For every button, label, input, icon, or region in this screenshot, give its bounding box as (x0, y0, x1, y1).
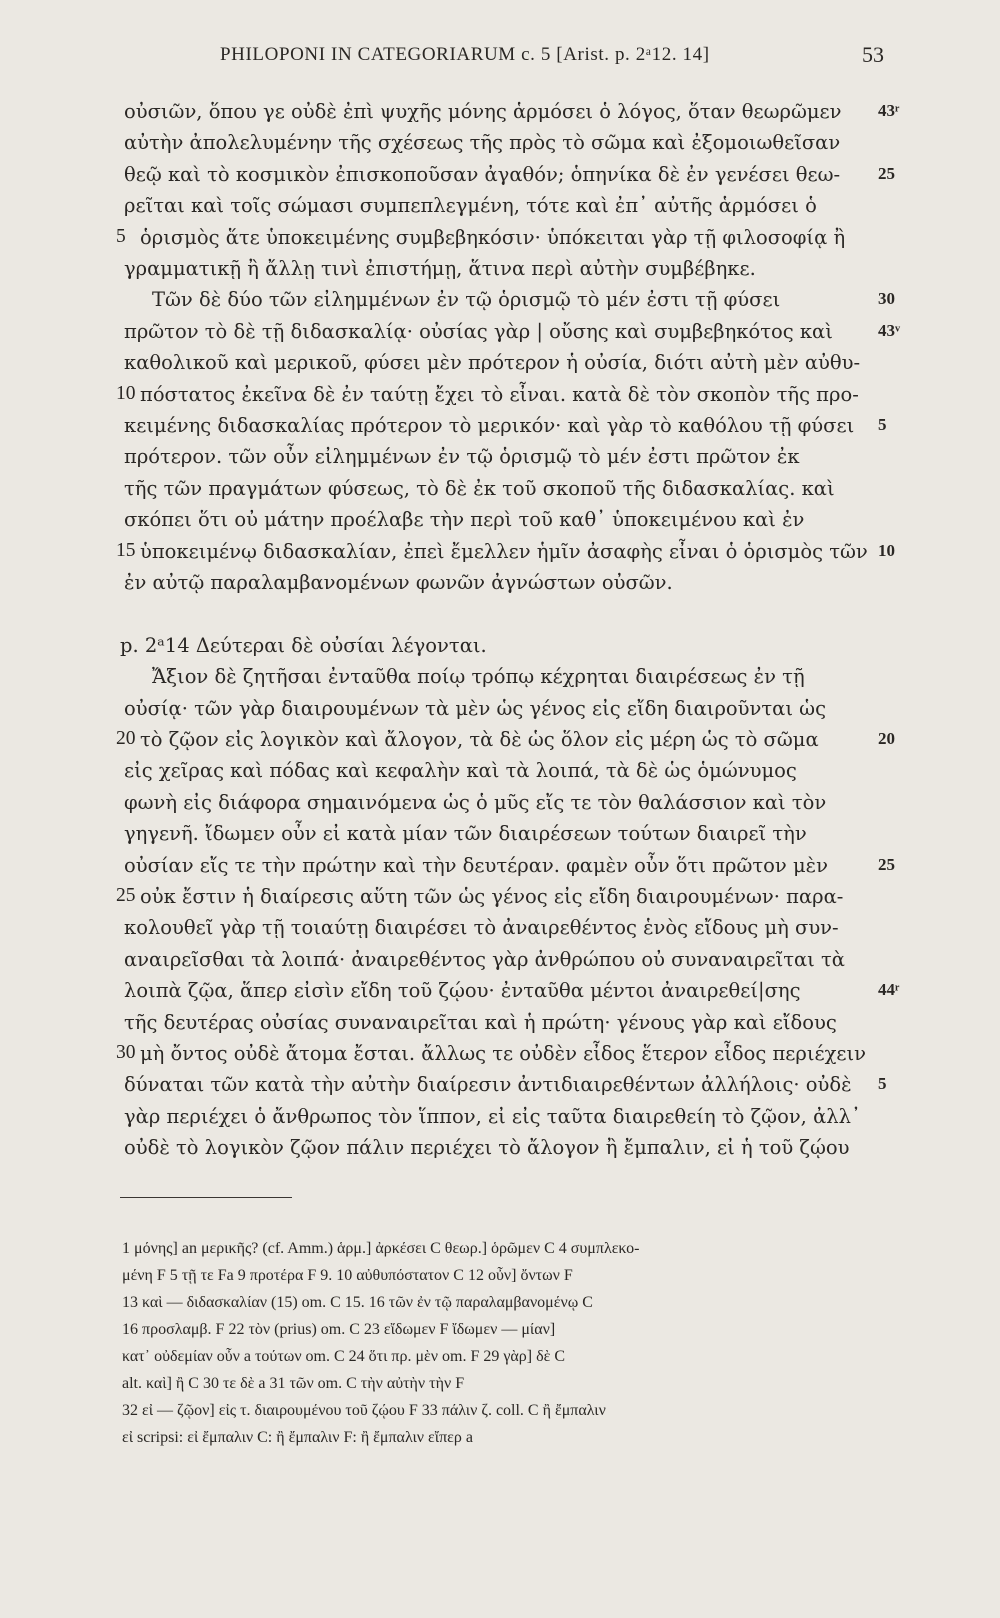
footnote-line: 32 εἰ — ζῷον] εἰς τ. διαιρουμένου τοῦ ζῴου F 33 πάλιν ζ. coll. C ἢ ἔμπαλιν (122, 1402, 606, 1419)
margin-reference: 25 (878, 163, 895, 183)
text-line: αναιρεῖσθαι τὰ λοιπά· ἀναιρεθέντος γὰρ ἀνθρώπου οὐ συναναιρεῖται τὰ (124, 947, 845, 971)
line-number: 20 (116, 728, 136, 749)
margin-reference: 25 (878, 854, 895, 874)
footnote-line: κατ᾽ οὐδεμίαν οὖν a τούτων om. C 24 ὅτι πρ. μὲν om. F 29 γὰρ] δὲ C (122, 1348, 566, 1365)
text-line: ὑποκειμένῳ διδασκαλίαν, ἐπεὶ ἔμελλεν ἡμῖν ἀσαφὴς εἶναι ὁ ὁρισμὸς τῶν (140, 539, 868, 563)
text-line: τὸ ζῷον εἰς λογικὸν καὶ ἄλογον, τὰ δὲ ὡς ὅλον εἰς μέρη ὡς τὸ σῶμα (140, 728, 819, 751)
footnote-line: εἰ scripsi: εἰ ἔμπαλιν C: ἢ ἔμπαλιν F: ἢ ἔμπαλιν εἴπερ a (122, 1429, 473, 1446)
footnote-line: μένη F 5 τῇ τε Fa 9 προτέρα F 9. 10 αὐθυπόστατον C 12 οὖν] ὄντων F (122, 1267, 573, 1284)
text-line: αὐτὴν ἀπολελυμένην τῆς σχέσεως τῆς πρὸς τὸ σῶμα καὶ ἐξομοιωθεῖσαν (124, 131, 841, 155)
text-line: ὁρισμὸς ἅτε ὑποκειμένης συμβεβηκόσιν· ὑπόκειται γὰρ τῇ φιλοσοφίᾳ ἢ (140, 225, 846, 249)
margin-reference: 30 (878, 289, 895, 309)
text-line: καθολικοῦ καὶ μερικοῦ, φύσει μὲν πρότερον ἡ οὐσία, διότι αὐτὴ μὲν αὐθυ- (124, 351, 861, 375)
running-title: PHILOPONI IN CATEGORIARUM c. 5 [Arist. p. 2ᵃ12. 14] (220, 44, 710, 65)
footnote-line: 13 καὶ — διδασκαλίαν (15) om. C 15. 16 τῶν ἐν τῷ παραλαμβανομένῳ C (122, 1294, 593, 1311)
text-line: εἰς χεῖρας καὶ πόδας καὶ κεφαλὴν καὶ τὰ λοιπά, τὰ δὲ ὡς ὁμώνυμος (124, 759, 797, 783)
line-number: 10 (116, 382, 136, 404)
lemma-heading: p. 2ᵃ14 Δεύτεραι δὲ οὐσίαι λέγονται. (120, 633, 487, 657)
line-number: 15 (116, 539, 136, 561)
text-line: πρότερον. τῶν οὖν εἰλημμένων ἐν τῷ ὁρισμῷ τὸ μέν ἐστι πρῶτον ἐκ (124, 445, 800, 469)
margin-reference: 5 (878, 415, 887, 434)
text-line: γὰρ περιέχει ὁ ἄνθρωπος τὸν ἵππον, εἰ εἰς ταῦτα διαιρεθείη τὸ ζῷον, ἀλλ᾽ (124, 1104, 861, 1128)
footnote-line: 16 προσλαμβ. F 22 τὸν (prius) om. C 23 εἴδωμεν F ἴδωμεν — μίαν] (122, 1321, 556, 1338)
text-line: τῆς δευτέρας οὐσίας συναναιρεῖται καὶ ἡ πρώτη· γένους γὰρ καὶ εἴδους (124, 1010, 837, 1034)
text-line: οὐσιῶν, ὅπου γε οὐδὲ ἐπὶ ψυχῆς μόνης ἁρμόσει ὁ λόγος, ὅταν θεωρῶμεν (124, 100, 842, 123)
text-line: κολουθεῖ γὰρ τῇ τοιαύτῃ διαιρέσει τὸ ἀναιρεθέντος ἑνὸς εἴδους μὴ συν- (124, 916, 839, 940)
margin-reference: 44ʳ (878, 980, 900, 1000)
margin-reference: 10 (878, 540, 895, 560)
line-number: 25 (116, 885, 136, 906)
text-line: οὐσίᾳ· τῶν γὰρ διαιρουμένων τὰ μὲν ὡς γένος εἰς εἴδη διαιροῦνται ὡς (124, 696, 826, 720)
text-line: φωνὴ εἰς διάφορα σημαινόμενα ὡς ὁ μῦς εἴς τε τὸν θαλάσσιον καὶ τὸν (124, 790, 827, 814)
text-line: λοιπὰ ζῷα, ἅπερ εἰσὶν εἴδη τοῦ ζῴου· ἐνταῦθα μέντοι ἀναιρεθεί|σης (124, 979, 801, 1003)
margin-reference: 20 (878, 729, 895, 748)
text-line: κειμένης διδασκαλίας πρότερον τὸ μερικόν· καὶ γὰρ τὸ καθόλου τῇ φύσει (124, 414, 855, 437)
text-line: οὐσίαν εἴς τε τὴν πρώτην καὶ τὴν δευτέραν. φαμὲν οὖν ὅτι πρῶτον μὲν (124, 853, 828, 877)
text-line: πρῶτον τὸ δὲ τῇ διδασκαλίᾳ· οὐσίας γὰρ | οὔσης καὶ συμβεβηκότος καὶ (124, 319, 833, 343)
text-line: Τῶν δὲ δύο τῶν εἰλημμένων ἐν τῷ ὁρισμῷ τὸ μέν ἐστι τῇ φύσει (152, 288, 781, 312)
line-number: 5 (116, 225, 126, 247)
margin-reference: 43ʳ (878, 101, 900, 120)
text-line: γηγενῆ. ἴδωμεν οὖν εἰ κατὰ μίαν τῶν διαιρέσεων τούτων διαιρεῖ τὴν (124, 822, 807, 846)
text-line: τῆς τῶν πραγμάτων φύσεως, τὸ δὲ ἐκ τοῦ σκοποῦ τῆς διδασκαλίας. καὶ (124, 476, 835, 500)
text-line: ἐν αὐτῷ παραλαμβανομένων φωνῶν ἀγνώστων οὐσῶν. (124, 571, 673, 594)
text-line: δύναται τῶν κατὰ τὴν αὐτὴν διαίρεσιν ἀντιδιαιρεθέντων ἀλλήλοις· οὐδὲ (124, 1073, 852, 1097)
text-line: θεῷ καὶ τὸ κοσμικὸν ἐπισκοποῦσαν ἀγαθόν; ὁπηνίκα δὲ ἐν γενέσει θεω- (124, 162, 841, 186)
footnote-line: 1 μόνης] an μερικῆς? (cf. Amm.) ἁρμ.] ἀρκέσει C θεωρ.] ὁρῶμεν C 4 συμπλεκο- (122, 1240, 640, 1257)
text-line: οὐδὲ τὸ λογικὸν ζῷον πάλιν περιέχει τὸ ἄλογον ἢ ἔμπαλιν, εἰ ἡ τοῦ ζῴου (124, 1136, 850, 1160)
margin-reference: 43ᵛ (878, 320, 901, 340)
text-line: Ἄξιον δὲ ζητῆσαι ἐνταῦθα ποίῳ τρόπῳ κέχρηται διαιρέσεως ἐν τῇ (152, 665, 805, 689)
footnote-line: alt. καὶ] ἢ C 30 τε δὲ a 31 τῶν om. C τὴν αὐτὴν τὴν F (122, 1375, 465, 1392)
text-line: πόστατος ἐκεῖνα δὲ ἐν ταύτῃ ἔχει τὸ εἶναι. κατὰ δὲ τὸν σκοπὸν τῆς προ- (140, 382, 859, 406)
footnote-separator (120, 1197, 292, 1198)
text-line: οὐκ ἔστιν ἡ διαίρεσις αὕτη τῶν ὡς γένος εἰς εἴδη διαιρουμένων· παρα- (140, 885, 844, 908)
margin-reference: 5 (878, 1074, 887, 1094)
text-line: γραμματικῇ ἢ ἄλλῃ τινὶ ἐπιστήμῃ, ἅτινα περὶ αὐτὴν συμβέβηκε. (124, 257, 756, 280)
text-line: μὴ ὄντος οὐδὲ ἄτομα ἔσται. ἄλλως τε οὐδὲν εἶδος ἕτερον εἶδος περιέχειν (140, 1042, 867, 1065)
text-line: σκόπει ὅτι οὐ μάτην προέλαβε τὴν περὶ τοῦ καθ᾽ ὑποκειμένου καὶ ἐν (124, 508, 805, 532)
page-number: 53 (862, 42, 884, 67)
line-number: 30 (116, 1042, 136, 1063)
text-line: ρεῖται καὶ τοῖς σώμασι συμπεπλεγμένη, τότε καὶ ἐπ᾽ αὐτῆς ἁρμόσει ὁ (124, 194, 817, 218)
